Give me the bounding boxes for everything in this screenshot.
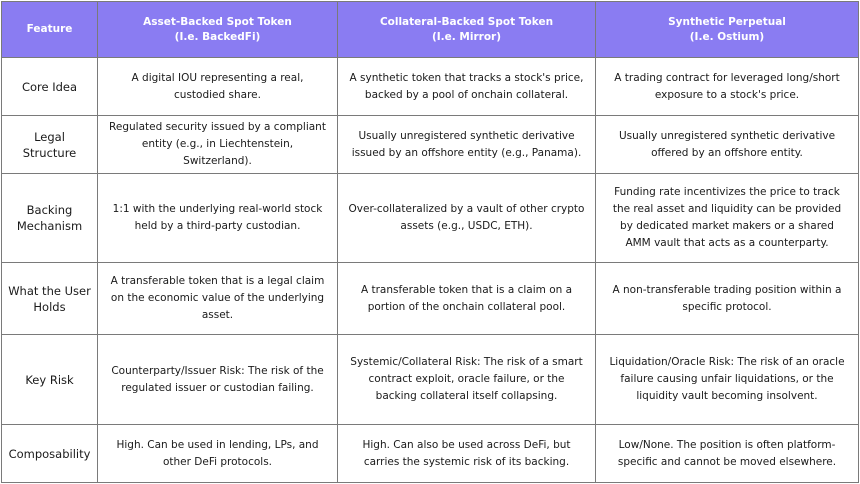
- table-row-composability: [2, 425, 859, 483]
- table-cell: A transferable token that is a legal claim on the economic value of the underlying asset.: [98, 263, 338, 335]
- table-row-core-idea: [2, 58, 859, 116]
- table-cell: Usually unregistered synthetic derivative issued by an offshore entity (e.g., Panama).: [338, 116, 596, 174]
- feature-label: Legal Structure: [2, 116, 98, 174]
- feature-label: Composability: [2, 425, 98, 483]
- header-title: Asset-Backed Spot Token: [143, 15, 292, 28]
- header-title: Collateral-Backed Spot Token: [379, 15, 554, 28]
- table-cell: 1:1 with the underlying real-world stock held by a third-party custodian.: [98, 174, 338, 263]
- feature-label: Backing Mechanism: [2, 174, 98, 263]
- table-row-backing-mechanism: [2, 174, 859, 263]
- feature-label: What the User Holds: [2, 263, 98, 335]
- table-cell: Usually unregistered synthetic derivative offered by an offshore entity.: [596, 116, 859, 174]
- table-cell: Counterparty/Issuer Risk: The risk of the regulated issuer or custodian failing.: [98, 335, 338, 425]
- table-cell: Over-collateralized by a vault of other crypto assets (e.g., USDC, ETH).: [338, 174, 596, 263]
- table-cell: Funding rate incentivizes the price to track the real asset and liquidity can be provided by dedicated market makers or a shared AMM vault that acts as a counterparty.: [596, 174, 859, 263]
- header-subtitle: (I.e. Mirror): [431, 30, 502, 43]
- header-title: Feature: [26, 23, 73, 35]
- table-cell: A synthetic token that tracks a stock's price, backed by a pool of onchain collateral.: [338, 58, 596, 116]
- table-row-legal-structure: [2, 116, 859, 174]
- header-cell-feature: [2, 2, 98, 58]
- header-row: [2, 2, 859, 58]
- table-row-what-the-user-holds: [2, 263, 859, 335]
- table-cell: High. Can also be used across DeFi, but carries the systemic risk of its backing.: [338, 425, 596, 483]
- table-row-key-risk: [2, 335, 859, 425]
- table-cell: A trading contract for leveraged long/short exposure to a stock's price.: [596, 58, 859, 116]
- header-cell-asset-backed: [98, 2, 338, 58]
- table-cell: Low/None. The position is often platform-specific and cannot be moved elsewhere.: [596, 425, 859, 483]
- table-cell: Liquidation/Oracle Risk: The risk of an oracle failure causing unfair liquidations, or the liquidity vault becoming insolvent.: [596, 335, 859, 425]
- header-cell-synthetic-perpetual: [596, 2, 859, 58]
- comparison-table: [1, 1, 859, 483]
- table-cell: A non-transferable trading position within a specific protocol.: [596, 263, 859, 335]
- feature-label: Core Idea: [2, 58, 98, 116]
- table-cell: A digital IOU representing a real, custodied share.: [98, 58, 338, 116]
- header-title: Synthetic Perpetual: [668, 15, 786, 28]
- table-cell: A transferable token that is a claim on a portion of the onchain collateral pool.: [338, 263, 596, 335]
- header-subtitle: (I.e. Ostium): [689, 30, 765, 43]
- table-cell: High. Can be used in lending, LPs, and other DeFi protocols.: [98, 425, 338, 483]
- header-subtitle: (I.e. BackedFi): [174, 30, 261, 43]
- table-cell: Regulated security issued by a compliant entity (e.g., in Liechtenstein, Switzerland).: [98, 116, 338, 174]
- feature-label: Key Risk: [2, 335, 98, 425]
- header-cell-collateral-backed: [338, 2, 596, 58]
- table-cell: Systemic/Collateral Risk: The risk of a smart contract exploit, oracle failure, or the backing collateral itself collapsing.: [338, 335, 596, 425]
